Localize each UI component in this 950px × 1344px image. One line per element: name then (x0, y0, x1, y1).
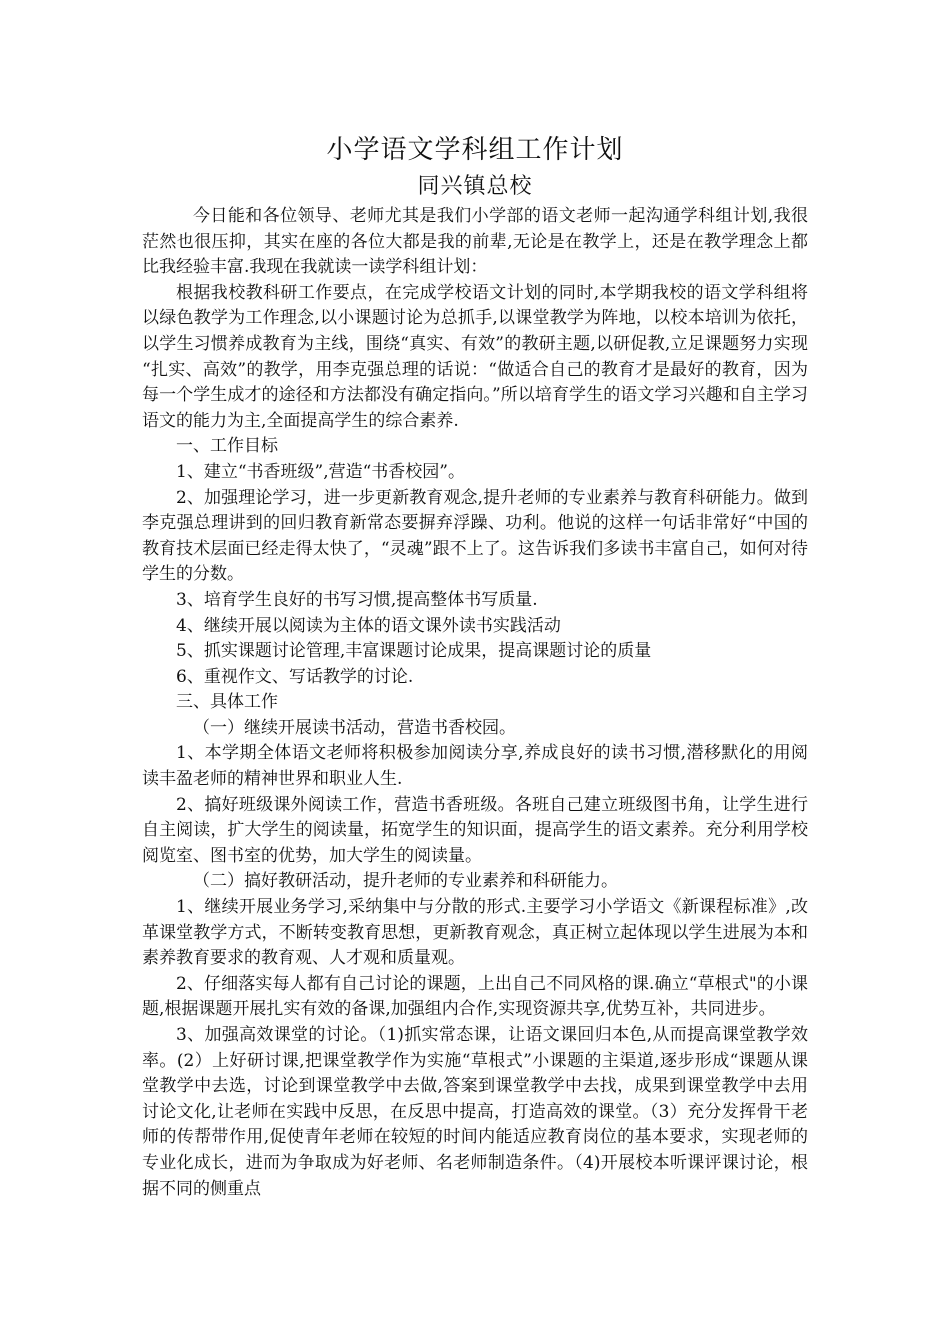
work-item: 2、仔细落实每人都有自己讨论的课题，上出自己不同风格的课.确立“草根式"的小课题,根据课题开展扎实有效的备课,加强组内合作,实现资源共享,优势互补，共同进步。 (142, 973, 808, 1020)
work-item: 3、加强高效课堂的讨论。（1)抓实常态课，让语文课回归本色,从而提高课堂教学效率。(2）上好研讨课,把课堂教学作为实施“草根式”小课题的主渠道,逐步形成“课题从课堂教学中去选，讨论到课堂教学中去做,答案到课堂教学中去找，成果到课堂教学中去用讨论文化,让老师在实践中反思，在反思中提高，打造高效的课堂。（3）充分发挥骨干老师的传帮带作用,促使青年老师在较短的时间内能适应教育岗位的基本要求，实现老师的专业化成长，进而为争取成为好老师、名老师制造条件。（4)开展校本听课评课讨论，根据不同的侧重点 (142, 1025, 808, 1199)
work-item: 1、继续开展业务学习,采纳集中与分散的形式.主要学习小学语文《新课程标准》,改革课堂教学方式，不断转变教育思想，更新教育观念，真正树立起体现以学生进展为本和素养教育要求的教育观、人才观和质量观。 (142, 897, 808, 969)
goal-item: 2、加强理论学习，进一步更新教育观念,提升老师的专业素养与教育科研能力。做到李克强总理讲到的回归教育新常态要摒弃浮躁、功利。他说的这样一句话非常好“中国的教育技术层面已经走得太快了，“灵魂”跟不上了。这告诉我们多读书丰富自己，如何对待学生的分数。 (142, 487, 808, 585)
intro-paragraph: 今日能和各位领导、老师尤其是我们小学部的语文老师一起沟通学科组计划,我很茫然也很压抑，其实在座的各位大都是我的前辈,无论是在教学上，还是在教学理念上都比我经验丰富.我现在我就读一读学科组计划： (142, 206, 808, 278)
section-heading-goals: 一、工作目标 (176, 436, 278, 457)
goal-item: 4、继续开展以阅读为主体的语文课外读书实践活动 (176, 615, 561, 636)
work-item: 1、本学期全体语文老师将积极参加阅读分享,养成良好的读书习惯,潜移默化的用阅读丰盈老师的精神世界和职业人生. (142, 743, 808, 790)
goal-item: 6、重视作文、写话教学的讨论. (176, 666, 414, 687)
goal-item: 5、抓实课题讨论管理,丰富课题讨论成果，提高课题讨论的质量 (176, 641, 652, 662)
document-page (142, 128, 808, 1202)
subsection-heading-reading: （一）继续开展读书活动，营造书香校园。 (193, 717, 516, 738)
subsection-heading-research: （二）搞好教研活动，提升老师的专业素养和科研能力。 (193, 871, 618, 892)
goal-item: 1、建立“书香班级”,营造“书香校园”。 (176, 461, 465, 482)
section-heading-work: 三、具体工作 (176, 692, 278, 713)
goal-item: 3、培育学生良好的书写习惯,提高整体书写质量. (176, 589, 538, 610)
work-item: 2、搞好班级课外阅读工作，营造书香班级。各班自己建立班级图书角，让学生进行自主阅读，扩大学生的阅读量，拓宽学生的知识面，提高学生的语文素养。充分利用学校阅览室、图书室的优势，加大学生的阅读量。 (142, 794, 808, 866)
document-subtitle: 同兴镇总校 (417, 174, 533, 199)
overview-paragraph: 根据我校教科研工作要点，在完成学校语文计划的同时,本学期我校的语文学科组将以绿色教学为工作理念,以小课题讨论为总抓手,以课堂教学为阵地，以校本培训为依托，以学生习惯养成教育为主线，围绕“真实、有效”的教研主题,以研促教,立足课题努力实现 “扎实、高效”的教学，用李克强总理的话说：“做适合自己的教育才是最好的教育，因为每一个学生成才的途径和方法都没有确定指向。”所以培育学生的语文学习兴趣和自主学习语文的能力为主,全面提高学生的综合素养. (142, 282, 808, 431)
document-title: 小学语文学科组工作计划 (326, 135, 624, 165)
